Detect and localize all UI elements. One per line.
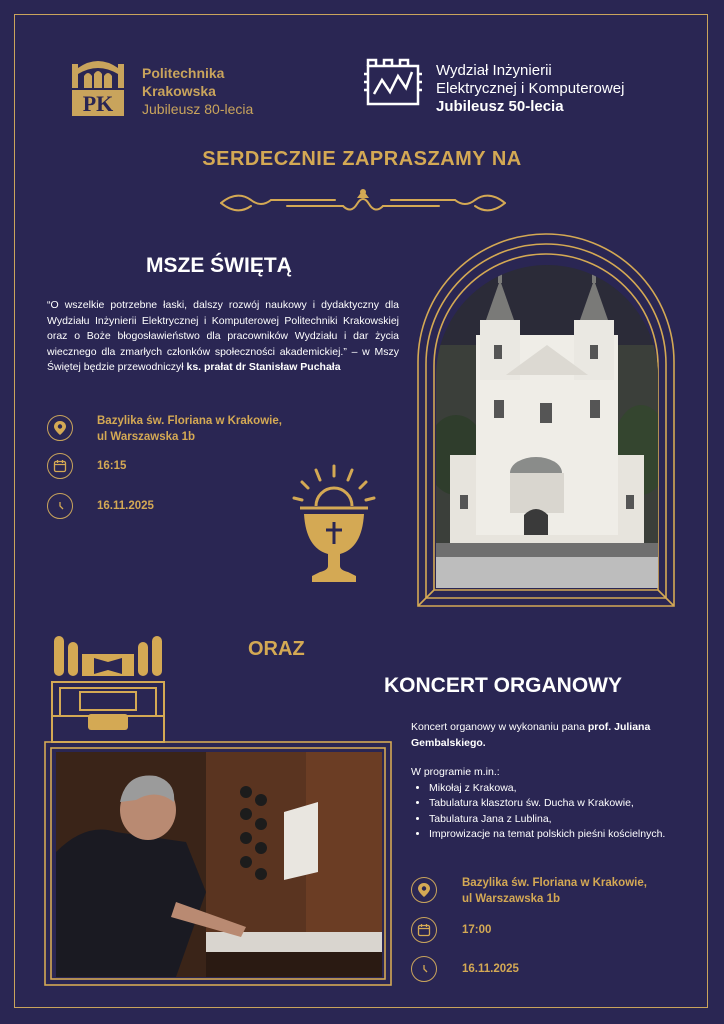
- mass-time: 16:15: [97, 460, 127, 472]
- location-pin-icon: [47, 415, 73, 441]
- faculty-logo: [362, 58, 424, 110]
- mass-date: 16.11.2025: [97, 500, 154, 512]
- concert-intro: [411, 720, 673, 751]
- ornament-divider: [217, 186, 509, 220]
- pk-jubilee: Jubileusz 80-lecia: [142, 101, 254, 117]
- program-list: [411, 781, 673, 843]
- faculty-name-line2: Elektrycznej i Komputerowej: [436, 80, 625, 97]
- church-photo: [436, 265, 658, 588]
- oraz-heading: ORAZ: [248, 638, 305, 660]
- concert-intro-text: Koncert organowy w wykonaniu pana: [411, 721, 588, 733]
- program-item: • Improwizacje na temat polskich pieśni kościelnych.: [429, 827, 673, 843]
- mass-place-line1: Bazylika św. Floriana w Krakowie,: [97, 415, 282, 427]
- concert-description: [411, 720, 673, 843]
- chalice-icon: [286, 462, 382, 592]
- pk-name: [142, 64, 253, 118]
- pk-logo: [68, 58, 128, 118]
- concert-place-line2: ul Warszawska 1b: [462, 893, 561, 905]
- clock-icon: [47, 493, 73, 519]
- faculty-name-line1: Wydział Inżynierii: [436, 62, 552, 79]
- program-item: • Tabulatura Jana z Lublina,: [429, 812, 673, 828]
- mass-title: MSZE ŚWIĘTĄ: [146, 254, 292, 277]
- mass-description: [47, 298, 399, 376]
- program-item: • Mikołaj z Krakowa,: [429, 781, 673, 797]
- faculty-name: [436, 62, 624, 116]
- pk-name-line1: Politechnika: [142, 65, 225, 81]
- concert-date: 16.11.2025: [462, 963, 519, 975]
- program-label: W programie m.in.:: [411, 766, 500, 778]
- mass-quote: “O wszelkie potrzebne łaski, dalszy rozwój naukowy i dydaktyczny dla Wydziału Inżynierii Elektrycznej i Komputerowej Politechniki Krakowskiej oraz o Boże błogosławieństwo dla pracowników Wydziału i dar życia wiecznego dla zmarłych członków społeczności akademickiej.” – w Mszy Świętej będzie przewodniczył: [47, 299, 399, 373]
- faculty-jubilee: Jubileusz 50-lecia: [436, 98, 564, 115]
- concert-title: KONCERT ORGANOWY: [384, 674, 622, 697]
- mass-place: [97, 413, 282, 445]
- pk-logo-text: PK: [82, 91, 114, 116]
- concert-place-line1: Bazylika św. Floriana w Krakowie,: [462, 877, 647, 889]
- pk-name-line2: Krakowska: [142, 83, 216, 99]
- organ-icon: [50, 632, 166, 744]
- organist-photo: [56, 752, 382, 977]
- concert-performer: prof. Juliana Gembalskiego.: [411, 721, 651, 749]
- calendar-icon: [411, 917, 437, 943]
- concert-time: 17:00: [462, 924, 492, 936]
- location-pin-icon: [411, 877, 437, 903]
- mass-presider: ks. prałat dr Stanisław Puchała: [186, 361, 341, 373]
- calendar-icon: [47, 453, 73, 479]
- mass-place-line2: ul Warszawska 1b: [97, 431, 196, 443]
- clock-icon: [411, 956, 437, 982]
- concert-place: [462, 875, 647, 907]
- invite-heading: SERDECZNIE ZAPRASZAMY NA: [202, 148, 522, 170]
- program-item: • Tabulatura klasztoru św. Ducha w Krakowie,: [429, 796, 673, 812]
